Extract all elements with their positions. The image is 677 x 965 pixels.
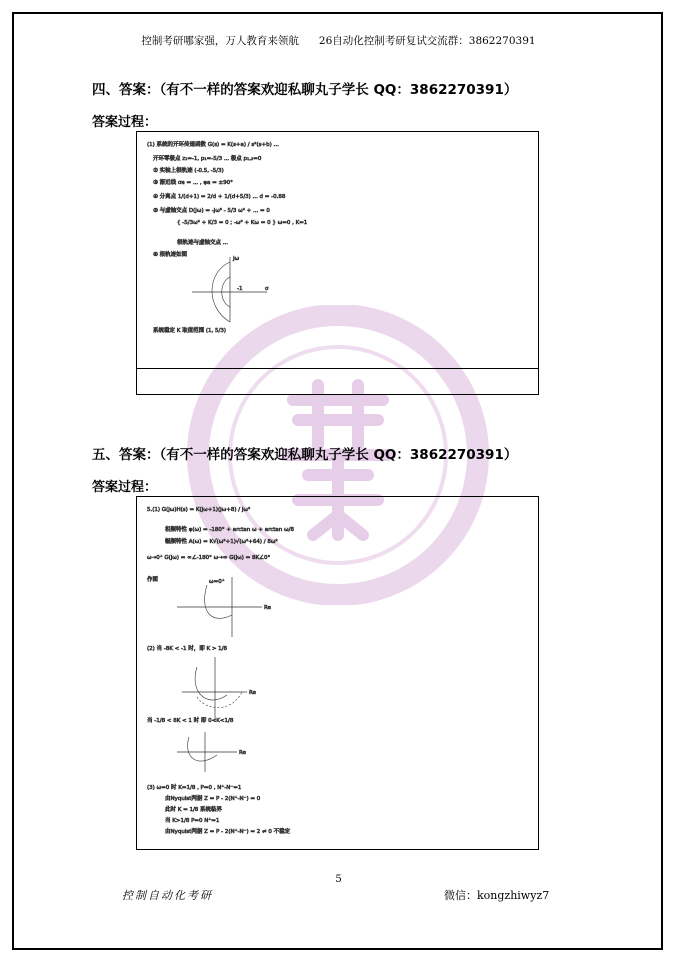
section5-title: 五、答案：（有不一样的答案欢迎私聊丸子学长 QQ：3862270391） [92,447,518,463]
svg-text:ω→0⁺ G(jω) = ∞∠-180° ω→∞ G(: ω→0⁺ G(jω) = ∞∠-180° ω→∞ G(jω) = 8K∠0° [147,555,271,561]
svg-text:σ: σ [265,286,269,292]
svg-text:Re: Re [249,690,256,696]
section5-answer-box [136,496,539,850]
svg-text:ω=0⁺: ω=0⁺ [209,579,225,585]
svg-text:作图: 作图 [147,577,159,583]
svg-text:④ 分离点 1/(d+1) = 2/d + 1/(d+5/3: ④ 分离点 1/(d+1) = 2/d + 1/(d+5/3) ... d = -0.88 [153,194,286,200]
svg-text:当 -1/8 < 8K < 1 时 即 0<K<1/8: 当 -1/8 < 8K < 1 时 即 0<K<1/8 [147,718,234,724]
section4-answer-box [136,131,539,395]
svg-text:⑥ 根轨迹如图: ⑥ 根轨迹如图 [153,252,188,258]
box-divider [137,368,538,369]
svg-text:⑤ 与虚轴交点 D(jω) = -jω³ - 5/3 ω²: ⑤ 与虚轴交点 D(jω) = -jω³ - 5/3 ω² + ... = 0 [153,208,270,214]
svg-text:相频特性 φ(ω) = -180° + arctan ω +: 相频特性 φ(ω) = -180° + arctan ω + arctan ω/8 [165,527,294,533]
svg-text:(1) 系统的开环传递函数 G(s) = K(s+a) /: (1) 系统的开环传递函数 G(s) = K(s+a) / s²(s+b) … [147,142,279,148]
footer-wechat: 微信：kongzhiwyz7 [444,889,550,902]
svg-text:jω: jω [233,256,240,262]
svg-text:② 实轴上根轨迹 (-0.5, -5/3): ② 实轴上根轨迹 (-0.5, -5/3) [153,168,224,174]
svg-text:-1: -1 [237,286,243,292]
svg-text:{ -5/3ω² + K/3 = 0 ; -ω³ + Kω: { -5/3ω² + K/3 = 0 ; -ω³ + Kω = 0 } ω=0 , K=1 [177,220,308,226]
section4-process-label: 答案过程： [92,115,158,130]
svg-text:由Nyquist判据 Z = P - 2(N⁺-N⁻) =: 由Nyquist判据 Z = P - 2(N⁺-N⁻) = 0 [165,796,261,802]
svg-text:③ 渐近线 σa = ... , φa = ±90°: ③ 渐近线 σa = ... , φa = ±90° [153,180,233,186]
svg-text:(2) 当 -8K < -1 时，即 K > 1/8: (2) 当 -8K < -1 时，即 K > 1/8 [147,646,228,652]
svg-text:开环零极点 z₁=-1, p₁=-5/3 ... 极点 p₁: 开环零极点 z₁=-1, p₁=-5/3 ... 极点 p₁,₂=0 [153,156,262,162]
svg-text:此时 K = 1/8 系统临界: 此时 K = 1/8 系统临界 [165,807,223,813]
header-group-info: 26自动化控制考研复试交流群：3862270391 [318,35,536,47]
section4-title: 四、答案：（有不一样的答案欢迎私聊丸子学长 QQ：3862270391） [92,82,518,98]
svg-text:5.(1) G(jω)H(s) = K(jω+1)(jω+8: 5.(1) G(jω)H(s) = K(jω+1)(jω+8) / jω² [147,507,251,513]
svg-text:当 K>1/8 P=0 N⁺=1: 当 K>1/8 P=0 N⁺=1 [165,818,220,824]
svg-text:由Nyquist判据 Z = P - 2(N⁺-N⁻) =: 由Nyquist判据 Z = P - 2(N⁺-N⁻) = 2 ≠ 0 不稳定 [165,829,291,835]
page-header [0,33,677,48]
footer-brand: 控制自动化考研 [122,889,213,902]
section5-handwritten-solution [137,497,538,849]
header-slogan: 控制考研哪家强，万人教育来领航 [141,35,299,47]
section5-process-label: 答案过程： [92,480,158,495]
svg-text:幅频特性 A(ω) = K√(ω²+1)√(ω²+64) /: 幅频特性 A(ω) = K√(ω²+1)√(ω²+64) / 8ω² [165,539,278,545]
svg-text:Re: Re [264,605,271,611]
section4-handwritten-solution [137,132,538,368]
svg-text:系统稳定 K 取值范围 (1, 5/3): 系统稳定 K 取值范围 (1, 5/3) [153,328,226,334]
svg-text:Re: Re [239,750,246,756]
page-number: 5 [335,874,342,885]
svg-text:根轨迹与虚轴交点 ...: 根轨迹与虚轴交点 ... [177,240,228,246]
svg-text:(3) ω=0 时 K=1/8 , P=0 , N⁺-N⁻=: (3) ω=0 时 K=1/8 , P=0 , N⁺-N⁻=1 [147,785,242,791]
